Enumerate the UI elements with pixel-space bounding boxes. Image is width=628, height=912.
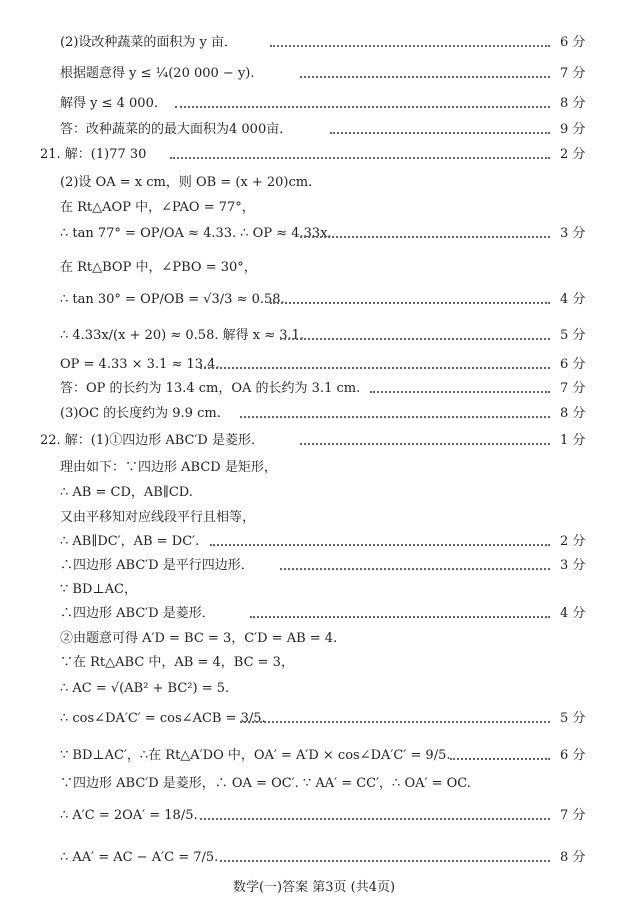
score-label: 5 分: [560, 328, 586, 343]
score-label: 9 分: [560, 122, 586, 137]
answer-text: 根据题意得 y ≤ ¼(20 000 − y).: [60, 66, 255, 81]
dot-leader: [220, 860, 550, 862]
dot-leader: [200, 367, 550, 369]
answer-text: ∴ AC = √(AB² + BC²) = 5.: [60, 681, 230, 696]
answer-text: (2)设改种蔬菜的面积为 y 亩．: [60, 35, 238, 50]
dot-leader: [270, 45, 550, 47]
answer-text: 解得 y ≤ 4 000.: [60, 96, 158, 111]
dot-leader: [240, 721, 550, 723]
dot-leader: [280, 568, 550, 570]
answer-text: ∵四边形 ABC′D 是菱形，∴ OA = OC′. ∵ AA′ = CC′，∴ OA′ = OC.: [60, 776, 471, 791]
score-label: 7 分: [560, 381, 586, 396]
dot-leader: [300, 236, 550, 238]
answer-text: 在 Rt△AOP 中，∠PAO = 77°，: [60, 200, 255, 215]
answer-text: ②由题意可得 A′D = BC = 3，C′D = AB = 4.: [60, 631, 338, 646]
page-footer: 数学(一)答案 第3页 (共4页): [232, 880, 396, 895]
answer-text: 在 Rt△BOP 中，∠PBO = 30°，: [60, 260, 257, 275]
score-label: 4 分: [560, 606, 586, 621]
score-label: 6 分: [560, 35, 586, 50]
answer-text: ∴ 4.33x/(x + 20) ≈ 0.58. 解得 x ≈ 3.1.: [60, 328, 305, 343]
answer-text: ∵ BD⊥AC′，∴在 Rt△A′DO 中，OA′ = A′D × cos∠DA′C′ = 9/5.: [60, 748, 451, 763]
score-label: 3 分: [560, 558, 586, 573]
score-label: 1 分: [560, 433, 586, 448]
answer-text: ∴ A′C = 2OA′ = 18/5.: [60, 808, 198, 823]
answer-text: ∴四边形 ABC′D 是菱形．: [60, 606, 215, 621]
answer-text: ∴ AA′ = AC − A′C = 7/5.: [60, 850, 219, 865]
score-label: 2 分: [560, 147, 586, 162]
dot-leader: [240, 416, 550, 418]
score-label: 6 分: [560, 357, 586, 372]
score-label: 4 分: [560, 292, 586, 307]
dot-leader: [300, 443, 550, 445]
score-label: 3 分: [560, 226, 586, 241]
answer-text: ∵ BD⊥AC，: [60, 582, 137, 597]
answer-text: ∴四边形 ABC′D 是平行四边形．: [60, 558, 254, 573]
score-label: 7 分: [560, 808, 586, 823]
dot-leader: [330, 132, 550, 134]
answer-text: ∴ AB = CD，AB∥CD.: [60, 485, 193, 500]
dot-leader: [370, 391, 550, 393]
answer-text: 理由如下：∵四边形 ABCD 是矩形，: [60, 460, 277, 475]
answer-text: 21. 解：(1)77 30: [40, 147, 147, 162]
dot-leader: [280, 338, 550, 340]
answer-text: ∴ tan 30° = OP/OB = √3/3 ≈ 0.58.: [60, 292, 285, 307]
score-label: 8 分: [560, 96, 586, 111]
answer-text: 答：改种蔬菜的的最大面积为4 000亩．: [60, 122, 293, 137]
dot-leader: [270, 302, 550, 304]
dot-leader: [200, 818, 550, 820]
answer-text: 22. 解：(1)①四边形 ABC′D 是菱形．: [40, 433, 264, 448]
dot-leader: [175, 106, 550, 108]
dot-leader: [170, 157, 550, 159]
score-label: 8 分: [560, 850, 586, 865]
dot-leader: [210, 544, 550, 546]
score-label: 8 分: [560, 406, 586, 421]
score-label: 5 分: [560, 711, 586, 726]
score-label: 6 分: [560, 748, 586, 763]
dot-leader: [300, 76, 550, 78]
answer-text: ∵在 Rt△ABC 中，AB = 4，BC = 3，: [60, 655, 294, 670]
score-label: 2 分: [560, 534, 586, 549]
answer-text: (2)设 OA = x cm，则 OB = (x + 20)cm.: [60, 175, 313, 190]
answer-text: ∴ tan 77° = OP/OA ≈ 4.33. ∴ OP ≈ 4.33x.: [60, 226, 332, 241]
answer-text: (3)OC 的长度约为 9.9 cm.: [60, 406, 221, 421]
dot-leader: [250, 616, 550, 618]
score-label: 7 分: [560, 66, 586, 81]
answer-text: 答：OP 的长约为 13.4 cm，OA 的长约为 3.1 cm.: [60, 381, 361, 396]
answer-text: OP = 4.33 × 3.1 ≈ 13.4.: [60, 357, 220, 372]
dot-leader: [450, 758, 550, 760]
answer-text: ∴ AB∥DC′，AB = DC′.: [60, 534, 200, 549]
answer-text: ∴ cos∠DA′C′ = cos∠ACB = 3/5.: [60, 711, 266, 726]
answer-text: 又由平移知对应线段平行且相等，: [60, 510, 256, 525]
